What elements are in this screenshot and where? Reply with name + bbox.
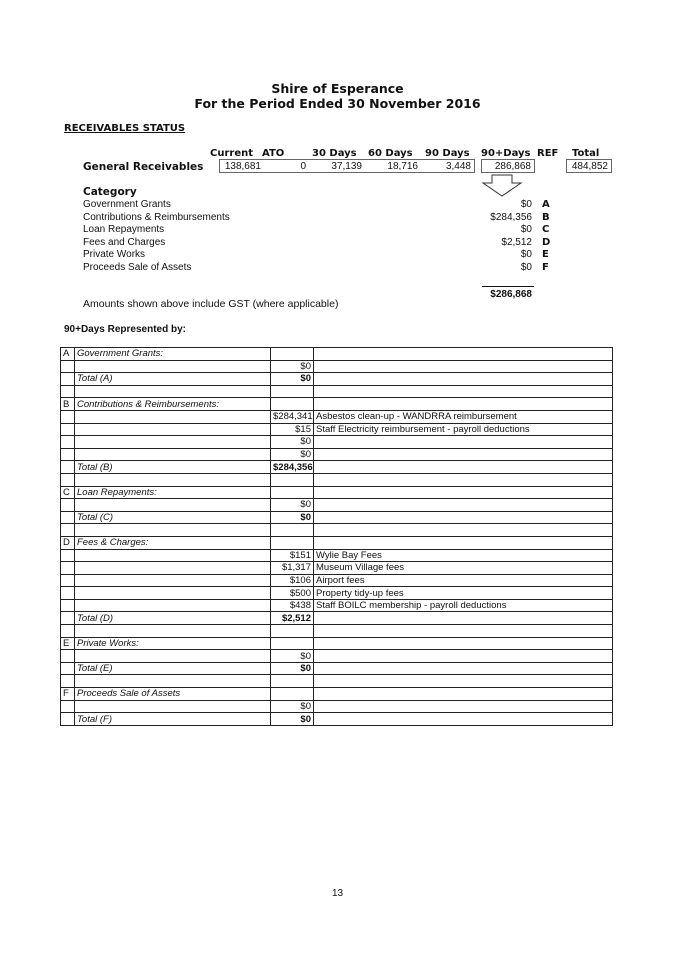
- desc-cell: Property tidy-up fees: [314, 587, 613, 600]
- table-row: [61, 612, 613, 625]
- gst-note: Amounts shown above include GST (where applicable): [83, 298, 339, 310]
- total-label: Total (E): [75, 662, 271, 675]
- category-total: $286,868: [490, 289, 532, 300]
- desc-cell: Wylie Bay Fees: [314, 549, 613, 562]
- table-row: [61, 650, 613, 663]
- ref-cell: B: [61, 398, 75, 411]
- ref-cell: E: [61, 637, 75, 650]
- desc-cell: [314, 700, 613, 713]
- col-30days: 30 Days: [312, 148, 357, 159]
- amount-cell: $0: [271, 700, 314, 713]
- col-total: Total: [572, 148, 600, 159]
- category-label: Proceeds Sale of Assets: [83, 261, 192, 273]
- group-heading: Contributions & Reimbursements:: [75, 398, 271, 411]
- col-current: Current: [210, 148, 254, 159]
- table-row: [61, 562, 613, 575]
- amount-cell: $0: [271, 436, 314, 449]
- amount-cell: $438: [271, 599, 314, 612]
- category-value: $0: [520, 261, 532, 273]
- table-row: [61, 423, 613, 436]
- amount-cell: $1,317: [271, 562, 314, 575]
- category-label: Private Works: [83, 249, 146, 260]
- gr-60days: 18,716: [387, 161, 418, 172]
- category-value: $284,356: [490, 211, 532, 223]
- category-ref: F: [542, 261, 549, 273]
- total-amount: $0: [271, 662, 314, 675]
- table-row: [61, 398, 613, 411]
- amount-cell: $0: [271, 499, 314, 512]
- ref-cell: A: [61, 348, 75, 361]
- total-label: Total (B): [75, 461, 271, 474]
- total-amount: $2,512: [271, 612, 314, 625]
- amount-cell: $15: [271, 423, 314, 436]
- amount-cell: $0: [271, 360, 314, 373]
- amount-cell: $106: [271, 574, 314, 587]
- table-row: [61, 373, 613, 386]
- table-row: [61, 574, 613, 587]
- ref-cell: D: [61, 536, 75, 549]
- down-arrow-icon: [481, 174, 523, 198]
- desc-cell: [314, 448, 613, 461]
- general-receivables-label: General Receivables: [83, 161, 204, 173]
- group-heading: Fees & Charges:: [75, 536, 271, 549]
- table-row: [61, 436, 613, 449]
- spacer-row: [61, 473, 613, 486]
- col-60days: 60 Days: [368, 148, 413, 159]
- total-rule: [482, 286, 534, 287]
- represented-table: [60, 347, 613, 726]
- total-label: Total (C): [75, 511, 271, 524]
- desc-cell: Asbestos clean-up - WANDRRA reimbursement: [314, 410, 613, 423]
- total-amount: $0: [271, 713, 314, 726]
- category-value: $2,512: [501, 236, 532, 248]
- table-row: [61, 637, 613, 650]
- page-subtitle: For the Period Ended 30 November 2016: [194, 96, 481, 111]
- category-label: Government Grants: [83, 199, 171, 210]
- col-ato: ATO: [262, 148, 285, 159]
- category-label: Loan Repayments: [83, 224, 165, 235]
- amount-cell: $0: [271, 448, 314, 461]
- table-row: [61, 360, 613, 373]
- category-label: Fees and Charges: [83, 236, 166, 248]
- desc-cell: Staff Electricity reimbursement - payroll deductions: [314, 423, 613, 436]
- spacer-row: [61, 385, 613, 398]
- category-ref: E: [542, 249, 549, 260]
- total-label: Total (A): [75, 373, 271, 386]
- col-90days: 90 Days: [425, 148, 470, 159]
- group-heading: Government Grants:: [75, 348, 271, 361]
- ref-cell: C: [61, 486, 75, 499]
- desc-cell: [314, 499, 613, 512]
- category-heading: Category: [83, 186, 137, 198]
- page-number: 13: [331, 888, 344, 899]
- table-row: [61, 486, 613, 499]
- table-row: [61, 688, 613, 701]
- table-row: [61, 662, 613, 675]
- table-row: [61, 587, 613, 600]
- table-row: [61, 536, 613, 549]
- amount-cell: $500: [271, 587, 314, 600]
- amount-cell: $284,341: [271, 410, 314, 423]
- category-ref: D: [542, 236, 551, 248]
- group-heading: Loan Repayments:: [75, 486, 271, 499]
- category-ref: A: [542, 199, 550, 210]
- table-row: [61, 599, 613, 612]
- spacer-row: [61, 625, 613, 638]
- gr-total: 484,852: [571, 161, 608, 172]
- gr-ato: 0: [300, 161, 306, 172]
- category-value: $0: [520, 249, 532, 260]
- ref-cell: F: [61, 688, 75, 701]
- gr-current: 138,681: [224, 161, 261, 172]
- desc-cell: [314, 436, 613, 449]
- group-heading: Proceeds Sale of Assets: [75, 688, 271, 701]
- table-row: [61, 448, 613, 461]
- total-amount: $0: [271, 511, 314, 524]
- table-row: [61, 713, 613, 726]
- section-heading: RECEIVABLES STATUS: [64, 123, 186, 134]
- spacer-row: [61, 675, 613, 688]
- table-row: [61, 499, 613, 512]
- category-label: Contributions & Reimbursements: [83, 211, 230, 223]
- table-row: [61, 700, 613, 713]
- desc-cell: Museum Village fees: [314, 562, 613, 575]
- page-title: Shire of Esperance: [271, 81, 404, 96]
- category-value: $0: [520, 224, 532, 235]
- spacer-row: [61, 524, 613, 537]
- category-value: $0: [520, 199, 532, 210]
- category-ref: B: [542, 211, 550, 223]
- table-row: [61, 511, 613, 524]
- total-label: Total (D): [75, 612, 271, 625]
- gr-30days: 37,139: [331, 161, 362, 172]
- desc-cell: [314, 650, 613, 663]
- table-row: [61, 549, 613, 562]
- amount-cell: $151: [271, 549, 314, 562]
- group-heading: Private Works:: [75, 637, 271, 650]
- table-row: [61, 461, 613, 474]
- total-amount: $0: [271, 373, 314, 386]
- amount-cell: $0: [271, 650, 314, 663]
- table-row: [61, 348, 613, 361]
- table-row: [61, 410, 613, 423]
- total-label: Total (F): [75, 713, 271, 726]
- total-amount: $284,356: [271, 461, 314, 474]
- col-ref: REF: [537, 148, 559, 159]
- desc-cell: [314, 360, 613, 373]
- category-ref: C: [542, 224, 550, 235]
- gr-90days: 3,448: [445, 161, 471, 172]
- col-90plus: 90+Days: [481, 148, 531, 159]
- gr-90plus: 286,868: [494, 161, 531, 172]
- desc-cell: Airport fees: [314, 574, 613, 587]
- represented-heading: 90+Days Represented by:: [64, 324, 187, 335]
- desc-cell: Staff BOILC membership - payroll deductions: [314, 599, 613, 612]
